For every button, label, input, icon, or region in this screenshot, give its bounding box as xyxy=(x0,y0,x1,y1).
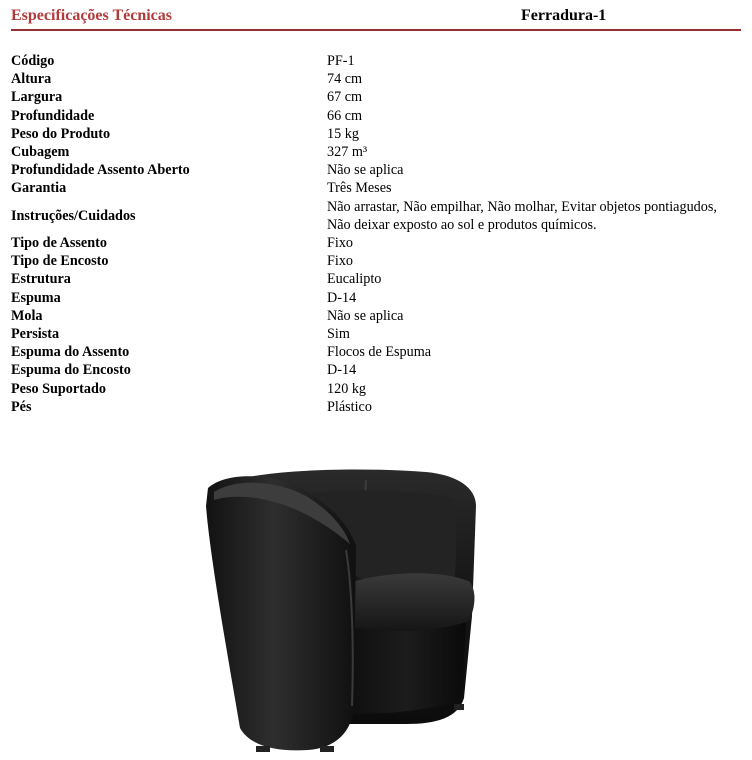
spec-value: Fixo xyxy=(327,253,354,270)
spec-header xyxy=(11,7,741,31)
spec-row-tipo-encosto xyxy=(11,252,741,270)
spec-row-persista xyxy=(11,325,741,343)
spec-row-largura xyxy=(11,88,741,106)
spec-value: D-14 xyxy=(327,289,357,306)
spec-label: Espuma do Encosto xyxy=(11,362,131,379)
spec-value: Eucalipto xyxy=(327,271,382,288)
header-divider xyxy=(11,29,741,31)
spec-label: Garantia xyxy=(11,180,67,197)
spec-row-profundidade-assento xyxy=(11,161,741,179)
spec-value: Plástico xyxy=(327,398,372,415)
spec-value: 15 kg xyxy=(327,125,359,142)
spec-label: Tipo de Assento xyxy=(11,235,107,252)
spec-value: Não se aplica xyxy=(327,162,404,179)
spec-row-garantia xyxy=(11,179,741,197)
spec-label: Tipo de Encosto xyxy=(11,253,109,270)
spec-label: Espuma do Assento xyxy=(11,344,130,361)
product-name: Ferradura-1 xyxy=(521,7,607,24)
spec-value: Três Meses xyxy=(327,180,392,197)
spec-value: Fixo xyxy=(327,235,354,252)
spec-row-espuma-encosto xyxy=(11,361,741,379)
spec-value: Não arrastar, Não empilhar, Não molhar, Evitar objetos pontiagudos, Não deixar exposto ao sol e produtos químicos. xyxy=(327,198,717,233)
spec-label: Peso do Produto xyxy=(11,125,111,142)
spec-label: Persista xyxy=(11,326,60,343)
spec-table xyxy=(11,52,741,416)
spec-value: PF-1 xyxy=(327,53,355,69)
spec-row-tipo-assento xyxy=(11,234,741,252)
spec-value: D-14 xyxy=(327,362,357,379)
spec-value: 327 m³ xyxy=(327,144,368,161)
armchair-image xyxy=(196,466,492,754)
spec-label: Instruções/Cuidados xyxy=(11,207,136,224)
spec-label: Altura xyxy=(11,71,52,88)
spec-row-espuma xyxy=(11,289,741,307)
spec-label: Peso Suportado xyxy=(11,380,106,397)
spec-label: Cubagem xyxy=(11,144,70,161)
spec-row-peso-suportado xyxy=(11,380,741,398)
spec-value: 66 cm xyxy=(327,107,363,124)
spec-row-mola xyxy=(11,307,741,325)
spec-label: Largura xyxy=(11,89,63,106)
spec-label: Profundidade Assento Aberto xyxy=(11,162,190,179)
spec-value: Não se aplica xyxy=(327,307,404,324)
spec-value: 120 kg xyxy=(327,380,367,397)
spec-value: Sim xyxy=(327,326,350,343)
spec-row-codigo xyxy=(11,52,741,70)
spec-value: Flocos de Espuma xyxy=(327,344,432,361)
spec-row-altura xyxy=(11,70,741,88)
spec-label: Mola xyxy=(11,307,43,324)
spec-label: Pés xyxy=(11,398,32,415)
spec-row-estrutura xyxy=(11,270,741,288)
spec-row-pes xyxy=(11,398,741,416)
spec-row-cubagem xyxy=(11,143,741,161)
spec-label: Código xyxy=(11,53,55,69)
spec-row-instrucoes xyxy=(11,198,741,234)
spec-label: Estrutura xyxy=(11,271,71,288)
spec-label: Profundidade xyxy=(11,107,95,124)
spec-row-peso-produto xyxy=(11,125,741,143)
spec-value: 67 cm xyxy=(327,89,363,106)
spec-row-profundidade xyxy=(11,107,741,125)
section-title: Especificações Técnicas xyxy=(11,7,173,24)
spec-label: Espuma xyxy=(11,289,61,306)
spec-value: 74 cm xyxy=(327,71,363,88)
spec-row-espuma-assento xyxy=(11,343,741,361)
